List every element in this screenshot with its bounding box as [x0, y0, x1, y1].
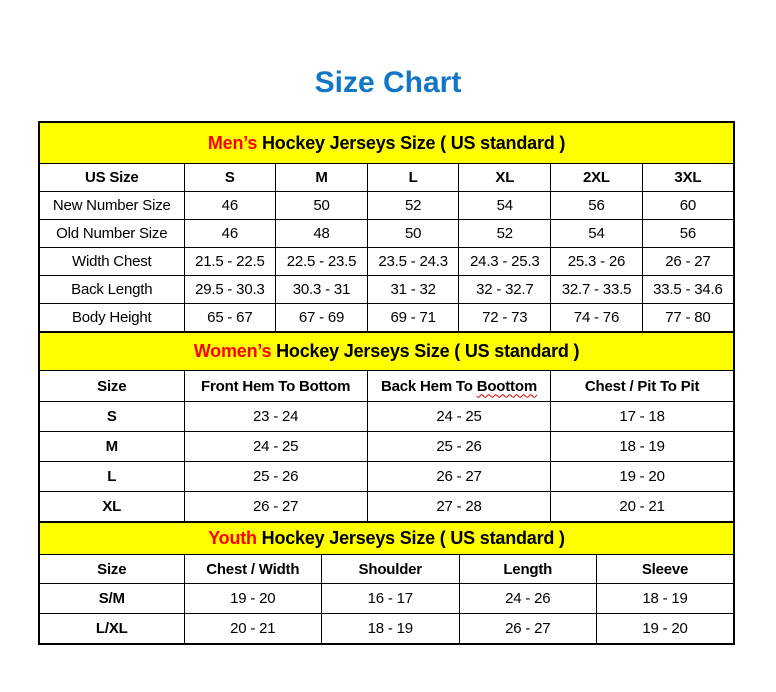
mens-band-row — [39, 122, 734, 164]
column-header: S — [184, 164, 276, 192]
youth-section-header — [39, 522, 734, 555]
womens-section-label-rest: Hockey Jerseys Size ( US standard ) — [271, 341, 580, 361]
header-text-prefix: Back Hem To — [381, 377, 477, 395]
size-cell: 26 - 27 — [184, 492, 367, 523]
mens-size-table — [38, 121, 735, 333]
size-cell: 19 - 20 — [184, 584, 322, 614]
page-title: Size Chart — [314, 66, 462, 99]
column-header: 2XL — [551, 164, 643, 192]
size-cell: 54 — [551, 220, 643, 248]
size-cell: 52 — [459, 220, 551, 248]
womens-size-table — [38, 331, 735, 523]
row-label: S/M — [39, 584, 184, 614]
size-cell: 20 - 21 — [184, 614, 322, 645]
table-row — [39, 402, 734, 432]
size-cell: 29.5 - 30.3 — [184, 276, 276, 304]
size-tables-container — [38, 121, 735, 645]
table-row — [39, 432, 734, 462]
size-cell: 56 — [551, 192, 643, 220]
table-row — [39, 192, 734, 220]
youth-band-row — [39, 522, 734, 555]
size-cell: 52 — [367, 192, 459, 220]
row-label: Back Length — [39, 276, 184, 304]
column-header-misspelled — [367, 371, 550, 402]
size-cell: 17 - 18 — [551, 402, 734, 432]
size-cell: 24 - 25 — [367, 402, 550, 432]
column-header: Chest / Width — [184, 555, 322, 584]
size-cell: 77 - 80 — [642, 304, 734, 333]
size-cell: 50 — [367, 220, 459, 248]
size-cell: 24 - 26 — [459, 584, 597, 614]
size-cell: 26 - 27 — [367, 462, 550, 492]
size-cell: 31 - 32 — [367, 276, 459, 304]
womens-section-label-highlight: Women’s — [193, 341, 272, 361]
table-row — [39, 462, 734, 492]
size-cell: 69 - 71 — [367, 304, 459, 333]
column-header: Length — [459, 555, 597, 584]
size-cell: 72 - 73 — [459, 304, 551, 333]
youth-header-row — [39, 555, 734, 584]
size-cell: 26 - 27 — [642, 248, 734, 276]
size-cell: 24.3 - 25.3 — [459, 248, 551, 276]
table-row — [39, 304, 734, 333]
mens-section-label-highlight: Men’s — [207, 132, 258, 153]
size-cell: 25 - 26 — [184, 462, 367, 492]
size-cell: 23 - 24 — [184, 402, 367, 432]
size-cell: 19 - 20 — [551, 462, 734, 492]
size-cell: 27 - 28 — [367, 492, 550, 523]
table-row — [39, 220, 734, 248]
size-cell: 32.7 - 33.5 — [551, 276, 643, 304]
column-header: M — [276, 164, 368, 192]
size-cell: 24 - 25 — [184, 432, 367, 462]
size-cell: 18 - 19 — [551, 432, 734, 462]
column-header: Shoulder — [322, 555, 460, 584]
table-row — [39, 248, 734, 276]
row-label: M — [39, 432, 184, 462]
table-row — [39, 584, 734, 614]
table-row — [39, 614, 734, 645]
size-cell: 46 — [184, 220, 276, 248]
row-label: L — [39, 462, 184, 492]
size-cell: 19 - 20 — [597, 614, 735, 645]
youth-section-label-rest: Hockey Jerseys Size ( US standard ) — [256, 528, 565, 548]
column-header: Front Hem To Bottom — [184, 371, 367, 402]
youth-section-label-highlight: Youth — [208, 528, 257, 548]
row-label: Width Chest — [39, 248, 184, 276]
mens-header-row — [39, 164, 734, 192]
row-label: Body Height — [39, 304, 184, 333]
womens-header-row — [39, 371, 734, 402]
header-text-misspelled-word: Boottom — [476, 377, 537, 395]
size-cell: 22.5 - 23.5 — [276, 248, 368, 276]
mens-section-label-rest: Hockey Jerseys Size ( US standard ) — [257, 132, 566, 153]
size-cell: 65 - 67 — [184, 304, 276, 333]
size-cell: 67 - 69 — [276, 304, 368, 333]
table-row — [39, 276, 734, 304]
size-cell: 46 — [184, 192, 276, 220]
size-cell: 25 - 26 — [367, 432, 550, 462]
size-cell: 48 — [276, 220, 368, 248]
youth-size-table — [38, 521, 735, 645]
size-cell: 30.3 - 31 — [276, 276, 368, 304]
womens-band-row — [39, 332, 734, 371]
size-cell: 23.5 - 24.3 — [367, 248, 459, 276]
size-cell: 20 - 21 — [551, 492, 734, 523]
column-header: XL — [459, 164, 551, 192]
column-header: Size — [39, 555, 184, 584]
column-header: Size — [39, 371, 184, 402]
row-label: L/XL — [39, 614, 184, 645]
column-header: L — [367, 164, 459, 192]
row-label: New Number Size — [39, 192, 184, 220]
size-cell: 50 — [276, 192, 368, 220]
column-header: US Size — [39, 164, 184, 192]
size-cell: 18 - 19 — [597, 584, 735, 614]
womens-section-header — [39, 332, 734, 371]
size-cell: 74 - 76 — [551, 304, 643, 333]
size-cell: 25.3 - 26 — [551, 248, 643, 276]
row-label: S — [39, 402, 184, 432]
size-cell: 21.5 - 22.5 — [184, 248, 276, 276]
column-header: 3XL — [642, 164, 734, 192]
size-cell: 18 - 19 — [322, 614, 460, 645]
size-cell: 26 - 27 — [459, 614, 597, 645]
size-cell: 60 — [642, 192, 734, 220]
size-cell: 56 — [642, 220, 734, 248]
size-cell: 16 - 17 — [322, 584, 460, 614]
column-header: Chest / Pit To Pit — [551, 371, 734, 402]
size-cell: 32 - 32.7 — [459, 276, 551, 304]
column-header: Sleeve — [597, 555, 735, 584]
row-label: XL — [39, 492, 184, 523]
size-cell: 33.5 - 34.6 — [642, 276, 734, 304]
mens-section-header — [39, 122, 734, 164]
size-cell: 54 — [459, 192, 551, 220]
row-label: Old Number Size — [39, 220, 184, 248]
table-row — [39, 492, 734, 523]
